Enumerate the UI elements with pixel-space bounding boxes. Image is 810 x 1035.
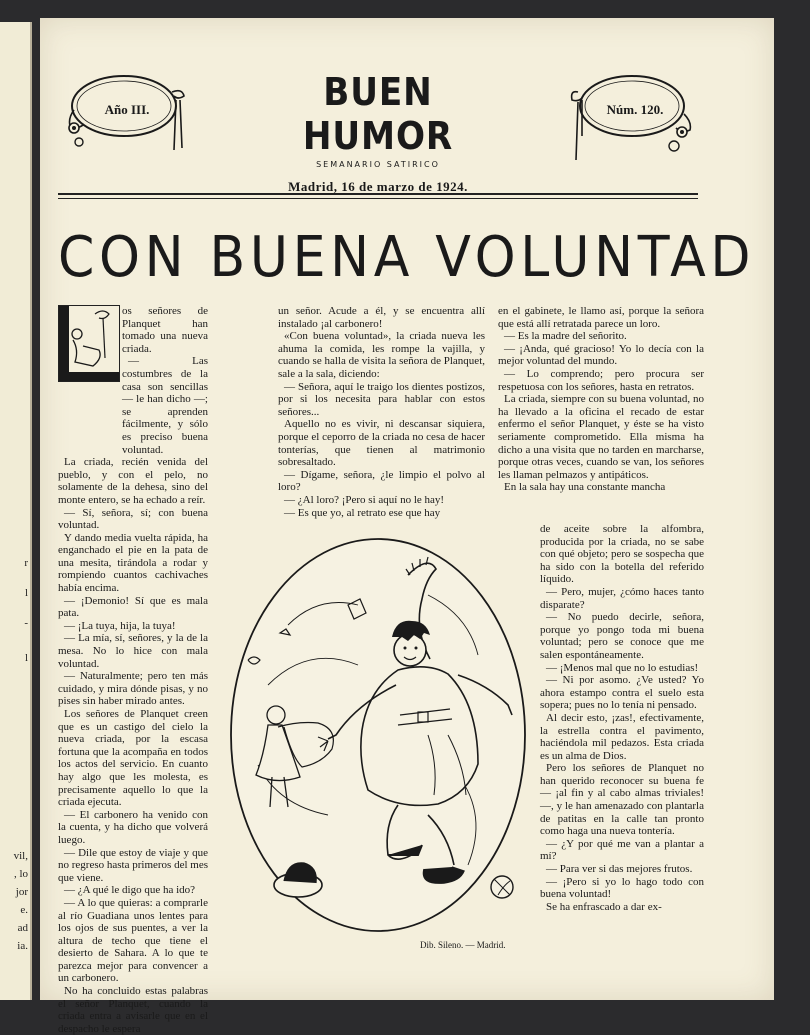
illustration-credit: Dib. Sileno. — Madrid. [420, 940, 506, 950]
paragraph: un señor. Acude a él, y se encuentra allí instalado ¡al carbonero! [278, 305, 485, 330]
paragraph: en el gabinete, le llamo así, porque la señora que está allí retratada parece un loro. [498, 305, 704, 330]
paragraph: — ¡Demonio! Sí que es mala pata. [58, 594, 208, 620]
article-column-3-continued [540, 523, 704, 913]
paragraph: Pero los señores de Planquet no han querido reconocer su buena fe — ¡al fin y al cabo almas triviales! —, y le han amenazado con plantarla de patitas en la calle tan pronto como haga una nueva tontería. [540, 762, 704, 838]
margin-fragment: r [24, 557, 28, 569]
paragraph: Se ha enfrascado a dar ex- [546, 900, 662, 913]
margin-fragment: vil, [13, 850, 28, 862]
margin-fragment: ad [17, 922, 28, 934]
article-illustration [228, 535, 528, 935]
margin-fragment: l [24, 652, 28, 664]
paragraph: — ¡La tuya, hija, la tuya! [64, 619, 176, 632]
paragraph: Al decir esto, ¡zas!, efectivamente, la estrella contra el pavimento, haciéndola mil pedazos. Esta criada es un alma de Dios. [540, 711, 704, 762]
paragraph: — Pero, mujer, ¿cómo haces tanto disparate? [540, 585, 704, 611]
paragraph: Los señores de Planquet creen que es un castigo del cielo la nueva criada, por la escasa fortuna que la acompaña en todos los actos del servicio. En cuanto hay algo que les molesta, es precisamente aquello lo que la criada ejecuta. [58, 708, 208, 809]
paragraph: — A lo que quieras: a comprarle al río Guadiana unos lentes para los ojos de sus puentes, a ver la altura de techo que tiene el desierto de Sahara. A lo que te parezca mejor para convencer a un carbonero. [58, 896, 208, 985]
issue-cartouche [570, 70, 700, 150]
running-man-illustration-icon [228, 535, 528, 935]
paragraph: — Señora, aquí le traigo los dientes postizos, por si los necesita para hablar con estos señores... [278, 380, 485, 418]
paragraph: — La mía, sí, señores, y la de la mesa. No lo hice con mala voluntad. [58, 632, 208, 670]
publication-title: BUEN HUMOR [302, 70, 454, 158]
paragraph: — Ni por asomo. ¿Ve usted? Yo ahora estampo contra el suelo esta sopera; pues no lo tenía ni pensado. [540, 674, 704, 712]
margin-fragment: e. [20, 904, 28, 916]
paragraph: — Dile que estoy de viaje y que no regreso hasta primeros del mes que viene. [58, 846, 208, 884]
paragraph: — ¡Pero si yo lo hago todo con buena voluntad! [540, 875, 704, 901]
paragraph: — Es que yo, al retrato ese que hay [284, 506, 441, 519]
paragraph: — ¿Y por qué me van a plantar a mí? [540, 837, 704, 863]
year-cartouche [62, 70, 192, 150]
article-headline: CON BUENA VOLUNTAD [58, 225, 756, 290]
article-column-3 [498, 305, 704, 494]
margin-fragment: l [24, 587, 28, 599]
header-rule-thin [58, 198, 698, 199]
paragraph: de aceite sobre la alfombra, producida por la criada, no se sabe con qué objeto; pero se sospecha que ha sido con la botella del referido líquido. [540, 523, 704, 586]
adjacent-page-edge [0, 22, 32, 1000]
paragraph: — ¿A qué le digo que ha ido? [64, 884, 196, 897]
paragraph: «Con buena voluntad», la criada nueva les ahuma la comida, les rompe la vajilla, y cuando se halla de visita la señora de Planquet, sale a la sala, diciendo: [278, 330, 485, 380]
paragraph: — Lo comprendo; pero procura ser respetuosa con los señores, hasta en retratos. [498, 367, 704, 393]
paragraph: — Sí, señora, sí; con buena voluntad. [58, 506, 208, 532]
paragraph: En la sala hay una constante mancha [504, 481, 666, 494]
paragraph: La criada, recién venida del pueblo, y con el pelo, no solamente de la dehesa, sino del monte entero, se ha echado a reír. [58, 456, 208, 506]
header-rule [58, 193, 698, 195]
paragraph: Aquello no es vivir, ni descansar siquiera, porque el ceporro de la criada no cesa de hacer tonterías, que tienen al matrimonio sobresaltado. [278, 418, 485, 469]
issue-number: Núm. 120. [606, 102, 664, 117]
paragraph: — Las costumbres de la casa son sencillas — le han dicho —; se aprenden fácilmente, y sólo es preciso buena voluntad. [122, 355, 208, 456]
paragraph: — ¡Anda, qué gracioso! Yo lo decía con la mejor voluntad del mundo. [498, 342, 704, 368]
paragraph: — No puedo decirle, señora, porque yo pongo toda mi buena voluntad; pero se conoce que me salen espontáneamente. [540, 611, 704, 661]
paragraph: No ha concluido estas palabras el señor Planquet, cuando la criada entra a avisarle que en el despacho le espera [58, 985, 208, 1035]
margin-fragment: ia. [17, 940, 28, 952]
paragraph: — ¿Al loro? ¡Pero si aquí no le hay! [284, 493, 445, 506]
paragraph: La criada, siempre con su buena voluntad, no ha llevado a la oficina el recado de estar enfermo el señor Planquet, y éste se ha visto seriamente comprometido. Ella misma ha dicho a una visita que no tarden en marcharse, porque otras veces, cuando se van, los señores les llaman pelmazos y antipáticos. [498, 393, 704, 481]
margin-fragment: - [24, 617, 28, 629]
masthead [248, 70, 508, 195]
paragraph: — Naturalmente; pero ten más cuidado, y mira dónde pisas, y no pises sin haber mirado antes. [58, 670, 208, 708]
article-column-1 [58, 305, 208, 1035]
paragraph: Y dando media vuelta rápida, ha enganchado el pie en la pata de una mesita, tirándola a rodar y rompiendo cuantos cachivaches había encima. [58, 531, 208, 595]
issue-date: Madrid, 16 de marzo de 1924. [288, 179, 468, 194]
paragraph: — Dígame, señora, ¿le limpio el polvo al loro? [278, 468, 485, 494]
paragraph: — Para ver si das mejores frutos. [546, 863, 693, 876]
article-column-2 [278, 305, 485, 519]
paragraph: os señores de Planquet han tomado una nueva criada. [122, 305, 208, 355]
margin-fragment: , lo [13, 868, 28, 880]
margin-fragment: jor [15, 886, 28, 898]
paragraph: — Es la madre del señorito. [504, 330, 627, 343]
publication-subtitle: SEMANARIO SATIRICO [316, 160, 440, 169]
year-label: Año III. [104, 102, 150, 117]
paragraph: — El carbonero ha venido con la cuenta, y ha dicho que volverá luego. [58, 808, 208, 846]
paragraph: — ¡Menos mal que no lo estudias! [546, 661, 699, 674]
